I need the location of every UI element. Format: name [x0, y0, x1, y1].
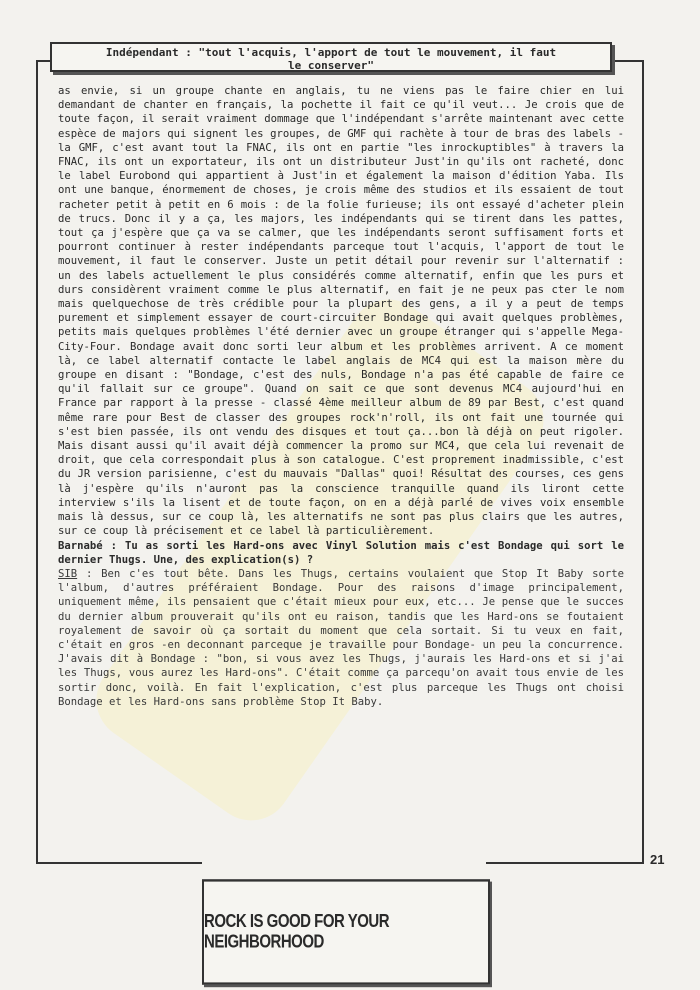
interview-question: Barnabé : Tu as sorti les Hard-ons avec Vinyl Solution mais c'est Bondage qui sort le dernier Thugs. Une, des explication(s) ? — [58, 539, 624, 566]
article-body — [58, 84, 624, 709]
article-title-box — [50, 42, 612, 72]
frame-top-right — [612, 60, 644, 62]
answer-paragraph-2 — [58, 567, 624, 709]
page-number: 21 — [650, 852, 665, 867]
answer-paragraph-1: as envie, si un groupe chante en anglais, tu ne viens pas le faire chier en lui demandant de chanter en français, la pochette il fait ce qu'il veut... Je crois que de toute façon, il serait vraiment dommage que l'indépendant s'arrête maintenant avec cette espèce de majors qui signent les groupes, de GMF qui rachète à tour de bras des labels -la GMF, c'est avant tout la FNAC, ils ont en partie "les inrockuptibles" à travers la FNAC, ils ont un exportateur, ils ont un distributeur Just'in qu'ils ont racheté, donc le label Eurobond qui appartient à Just'in et également la maison d'édition Yaba. Ils ont une banque, énormement de choses, je crois même des studios et ils essaient de tout racheter petit à petit en 6 mois : de la folie furieuse; ils ont essayé d'acheter plein de trucs. Donc il y a ça, les majors, les indépendants qui se tirent dans les pattes, tout ça j'espère que ça va se calmer, que les indépendants seront suffisament forts et pourront continuer à rester indépendants parceque tout l'acquis, l'apport de tout le mouvement, il faut le conserver. Juste un petit détail pour revenir sur l'alternatif : un des labels actuellement le plus considérés comme alternatif, enfin que les purs et durs considèrent vraiment comme le plus alternatif, en fait je ne peux pas cter le nom mais quelquechose de très crédible pour la plupart des gens, a il y a peut de temps purement et simplement essayer de court-circuiter Bondage qui avait quelques problèmes, petits mais quelques problèmes l'été dernier avec un groupe étranger qui s'appelle Mega-City-Four. Bondage avait donc sorti leur album et les problèmes arrivent. A ce moment là, ce label alternatif contacte le label anglais de MC4 qui est la maison mère du groupe en disant : "Bondage, c'est des nuls, Bondage n'a pas été capable de faire ce qu'il fallait sur ce groupe". Quand on sait ce que sont devenus MC4 aujourd'hui en France par rapport à la presse - classé 4ème meilleur album de 89 par Best, c'est quand même rare pour Best de classer des groupes rock'n'roll, ils ont fait une tournée qui s'est bien passée, ils ont vendu des disques et tout ça...bon là déjà on peut rigoler. Mais disant aussi qu'il avait déjà commencer la promo sur MC4, que cela lui revenait de droit, que cela correspondait plus à son catalogue. C'est proprement inadmissible, c'est du JR version parisienne, c'est du mauvais "Dallas" quoi! Résultat des courses, ces gens là j'espère qu'ils n'auront pas la conscience tranquille quand ils liront cette interview s'ils la lisent et de toute façon, on en a déjà parlé de vives voix ensemble mais là dessus, sur ce coup là, les alternatifs ne sont pas plus clairs que les autres, sur ce coup là précisement et ce label là particulièrement. — [58, 85, 624, 538]
frame-bottom-left — [36, 862, 202, 864]
title-line-1: Indépendant : "tout l'acquis, l'apport de tout le mouvement, il faut — [105, 46, 557, 59]
frame-left — [36, 60, 38, 864]
frame-right — [642, 60, 644, 864]
frame-bottom-right — [486, 862, 644, 864]
speaker-label: SIB — [58, 567, 78, 580]
title-line-2: le conserver" — [287, 59, 375, 72]
rock-banner: ROCK IS GOOD FOR YOUR NEIGHBORHOOD — [202, 879, 490, 985]
answer-text: : Ben c'es tout bête. Dans les Thugs, certains voulaient que Stop It Baby sorte l'album, d'autres préféraient Bondage. Pour des raisons d'image principalement, uniquement même, ils pensaient que c'était mieux pour eux, etc... Je pense que le succes du dernier album prouverait qu'ils ont eu raison, tandis que les Hard-ons se foutaient royalement de savoir où ça sortait du moment que cela sortait. Si tu veux en fait, c'était en gros -en deconnant parceque je travaille pour Bondage- un peu la concurrence. J'avais dit à Bondage : "bon, si vous avez les Thugs, j'aurais les Hard-ons et si j'ai les Thugs, vous aurez les Hard-ons". C'était comme ça parcequ'on avait tous envie de les sortir donc, voilà. En fait l'explication, c'est plus parceque les Thugs ont choisi Bondage et les Hard-ons sans problème Stop It Baby. — [58, 567, 624, 708]
